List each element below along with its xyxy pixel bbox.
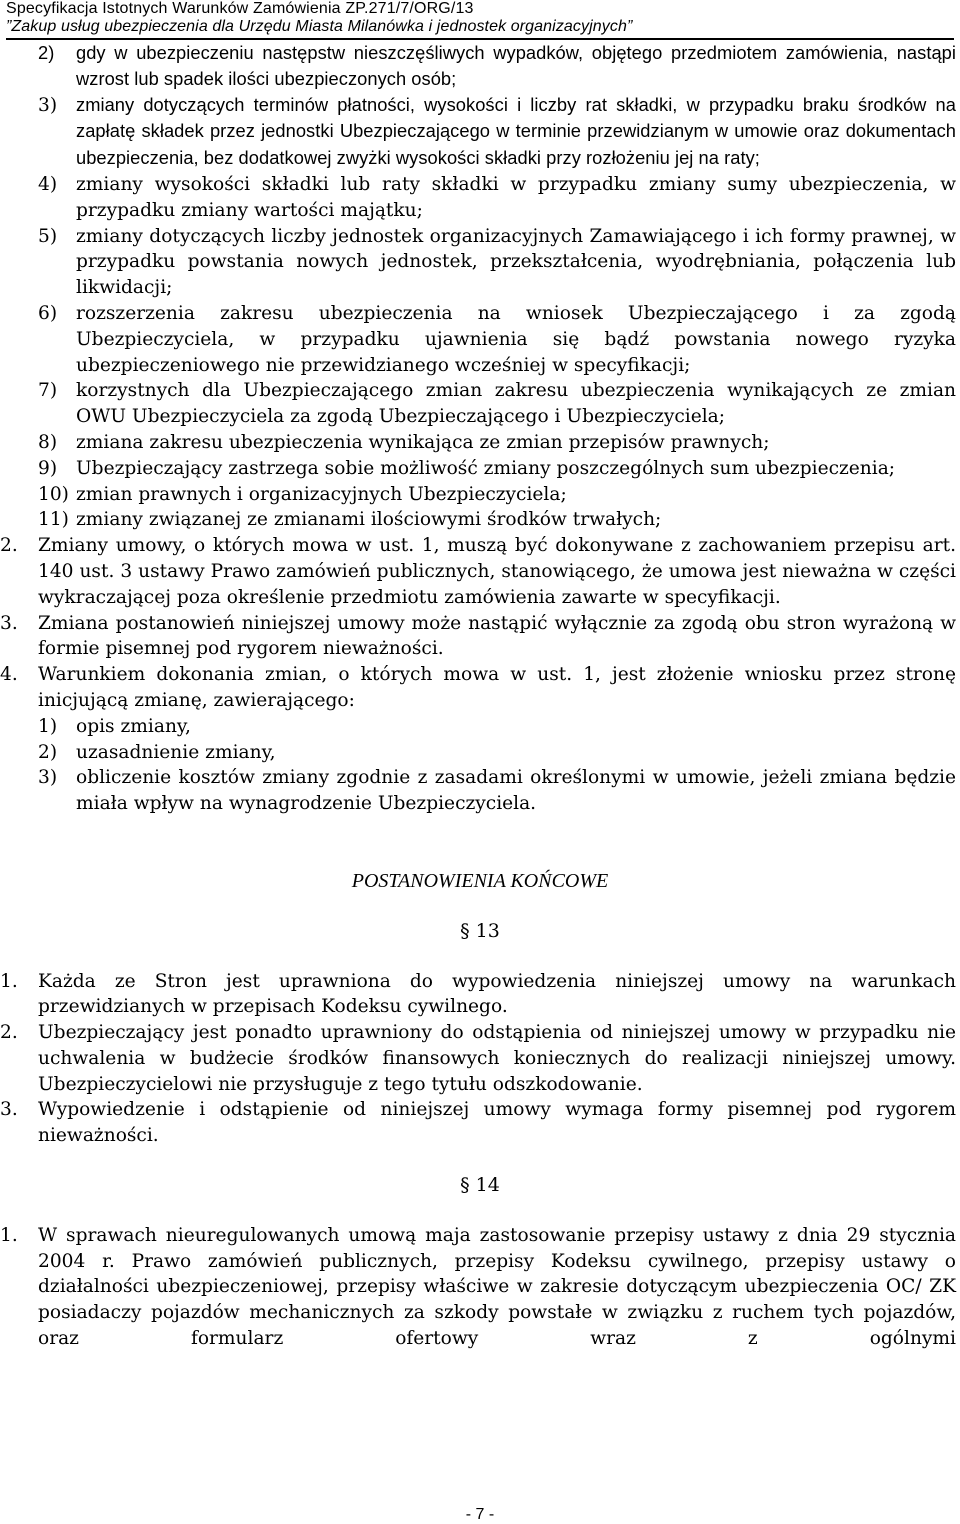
document-body [0,40,960,1352]
header-subtitle: ”Zakup usług ubezpieczenia dla Urzędu Miasta Milanówka i jednostek organizacyjnych” [6,18,633,35]
list-item: 4) zmiany wysokości składki lub raty składki w przypadku zmiany sumy ubezpieczenia, w przypadku zmiany wartości majątku; [38,173,956,221]
list-item: 1) opis zmiany, [38,715,191,737]
paragraph-heading: § 13 [460,919,500,942]
list-item: 7) korzystnych dla Ubezpieczającego zmian zakresu ubezpieczenia wynikających ze zmian OWU Ubezpieczyciela za zgodą Ubezpieczającego i Ubezpieczyciela; [38,380,956,428]
list-item: 2. Zmiany umowy, o których mowa w ust. 1, muszą być dokonywane z zachowaniem przepisu art. 140 ust. 3 ustawy Prawo zamówień publicznych, stanowiącego, że umowa jest nieważna w części wykraczającej poza określenie przedmiotu zamówienia zawarte w specyfikacji. [0,535,956,608]
list-item: 2) gdy w ubezpieczeniu następstw nieszczęśliwych wypadków, objętego przedmiotem zamówienia, nastąpi wzrost lub spadek ilości ubezpieczonych osób; [38,42,956,89]
page-number: - 7 - [465,1506,495,1523]
list-item: 2) uzasadnienie zmiany, [38,741,276,763]
list-item: 11) zmiany związanej ze zmianami ilościowymi środków trwałych; [38,509,662,531]
list-item: 3. Wypowiedzenie i odstąpienie od niniejszej umowy wymaga formy pisemnej pod rygorem nieważności. [0,1099,956,1147]
list-item: 5) zmiany dotyczących liczby jednostek organizacyjnych Zamawiającego i ich formy prawnej, w przypadku powstania nowych jednostek, przekształcenia, wyodrębniania, połączenia lub likwidacji; [38,225,956,299]
list-item: 8) zmiana zakresu ubezpieczenia wynikająca ze zmian przepisów prawnych; [38,431,770,453]
header-title: Specyfikacja Istotnych Warunków Zamówienia ZP.271/7/ORG/13 [6,0,474,17]
list-item: 10) zmian prawnych i organizacyjnych Ubezpieczyciela; [38,483,567,505]
list-item: 3) obliczenie kosztów zmiany zgodnie z zasadami określonymi w umowie, jeżeli zmiana będzie miała wpływ na wynagrodzenie Ubezpieczyciela. [38,767,956,815]
list-item: 3. Zmiana postanowień niniejszej umowy może nastąpić wyłącznie za zgodą obu stron wyrażoną w formie pisemnej pod rygorem nieważności. [0,612,956,660]
section-title: POSTANOWIENIA KOŃCOWE [351,869,609,892]
list-item: 3) zmiany dotyczących terminów płatności, wysokości i liczby rat składki, w przypadku braku środków na zapłatę składek przez jednostki Ubezpieczającego w terminie przewidzianym w umowie oraz dokumentach ubezpieczenia, bez dodatkowej zwyżki wysokości składki przy rozłożeniu jej na raty; [38,93,956,169]
list-item: 4. Warunkiem dokonania zmian, o których mowa w ust. 1, jest złożenie wniosku przez stronę inicjującą zmianę, zawierającego: [0,664,956,711]
list-item: 1. W sprawach nieuregulowanych umową maja zastosowanie przepisy ustawy z dnia 29 stycznia 2004 r. Prawo zamówień publicznych, przepisy Kodeksu cywilnego, przepisy ustawy o działalności ubezpieczeniowej, przepisy właściwe w zakresie dotyczącym ubezpieczenia OC/ ZK posiadaczy pojazdów mechanicznych za szkody powstałe w związku z ruchem tych pojazdów, oraz formularz ofertowy wraz z ogólnymi [0,1224,956,1350]
list-item: 6) rozszerzenia zakresu ubezpieczenia na wniosek Ubezpieczającego i za zgodą Ubezpieczyciela, w przypadku ujawnienia się bądź powstania nowego ryzyka ubezpieczeniowego nie przewidzianego wcześniej w specyfikacji; [38,302,956,376]
list-item: 9) Ubezpieczający zastrzega sobie możliwość zmiany poszczególnych sum ubezpieczenia; [38,457,896,479]
list-item: 2. Ubezpieczający jest ponadto uprawniony do odstąpienia od niniejszej umowy w przypadku nie uchwalenia w budżecie środków finansowych koniecznych do realizacji niniejszej umowy. Ubezpieczycielowi nie przysługuje z tego tytułu odszkodowanie. [0,1022,956,1095]
list-item: 1. Każda ze Stron jest uprawniona do wypowiedzenia niniejszej umowy na warunkach przewidzianych w przepisach Kodeksu cywilnego. [0,970,956,1018]
paragraph-heading: § 14 [460,1174,500,1197]
page-header [6,0,954,40]
